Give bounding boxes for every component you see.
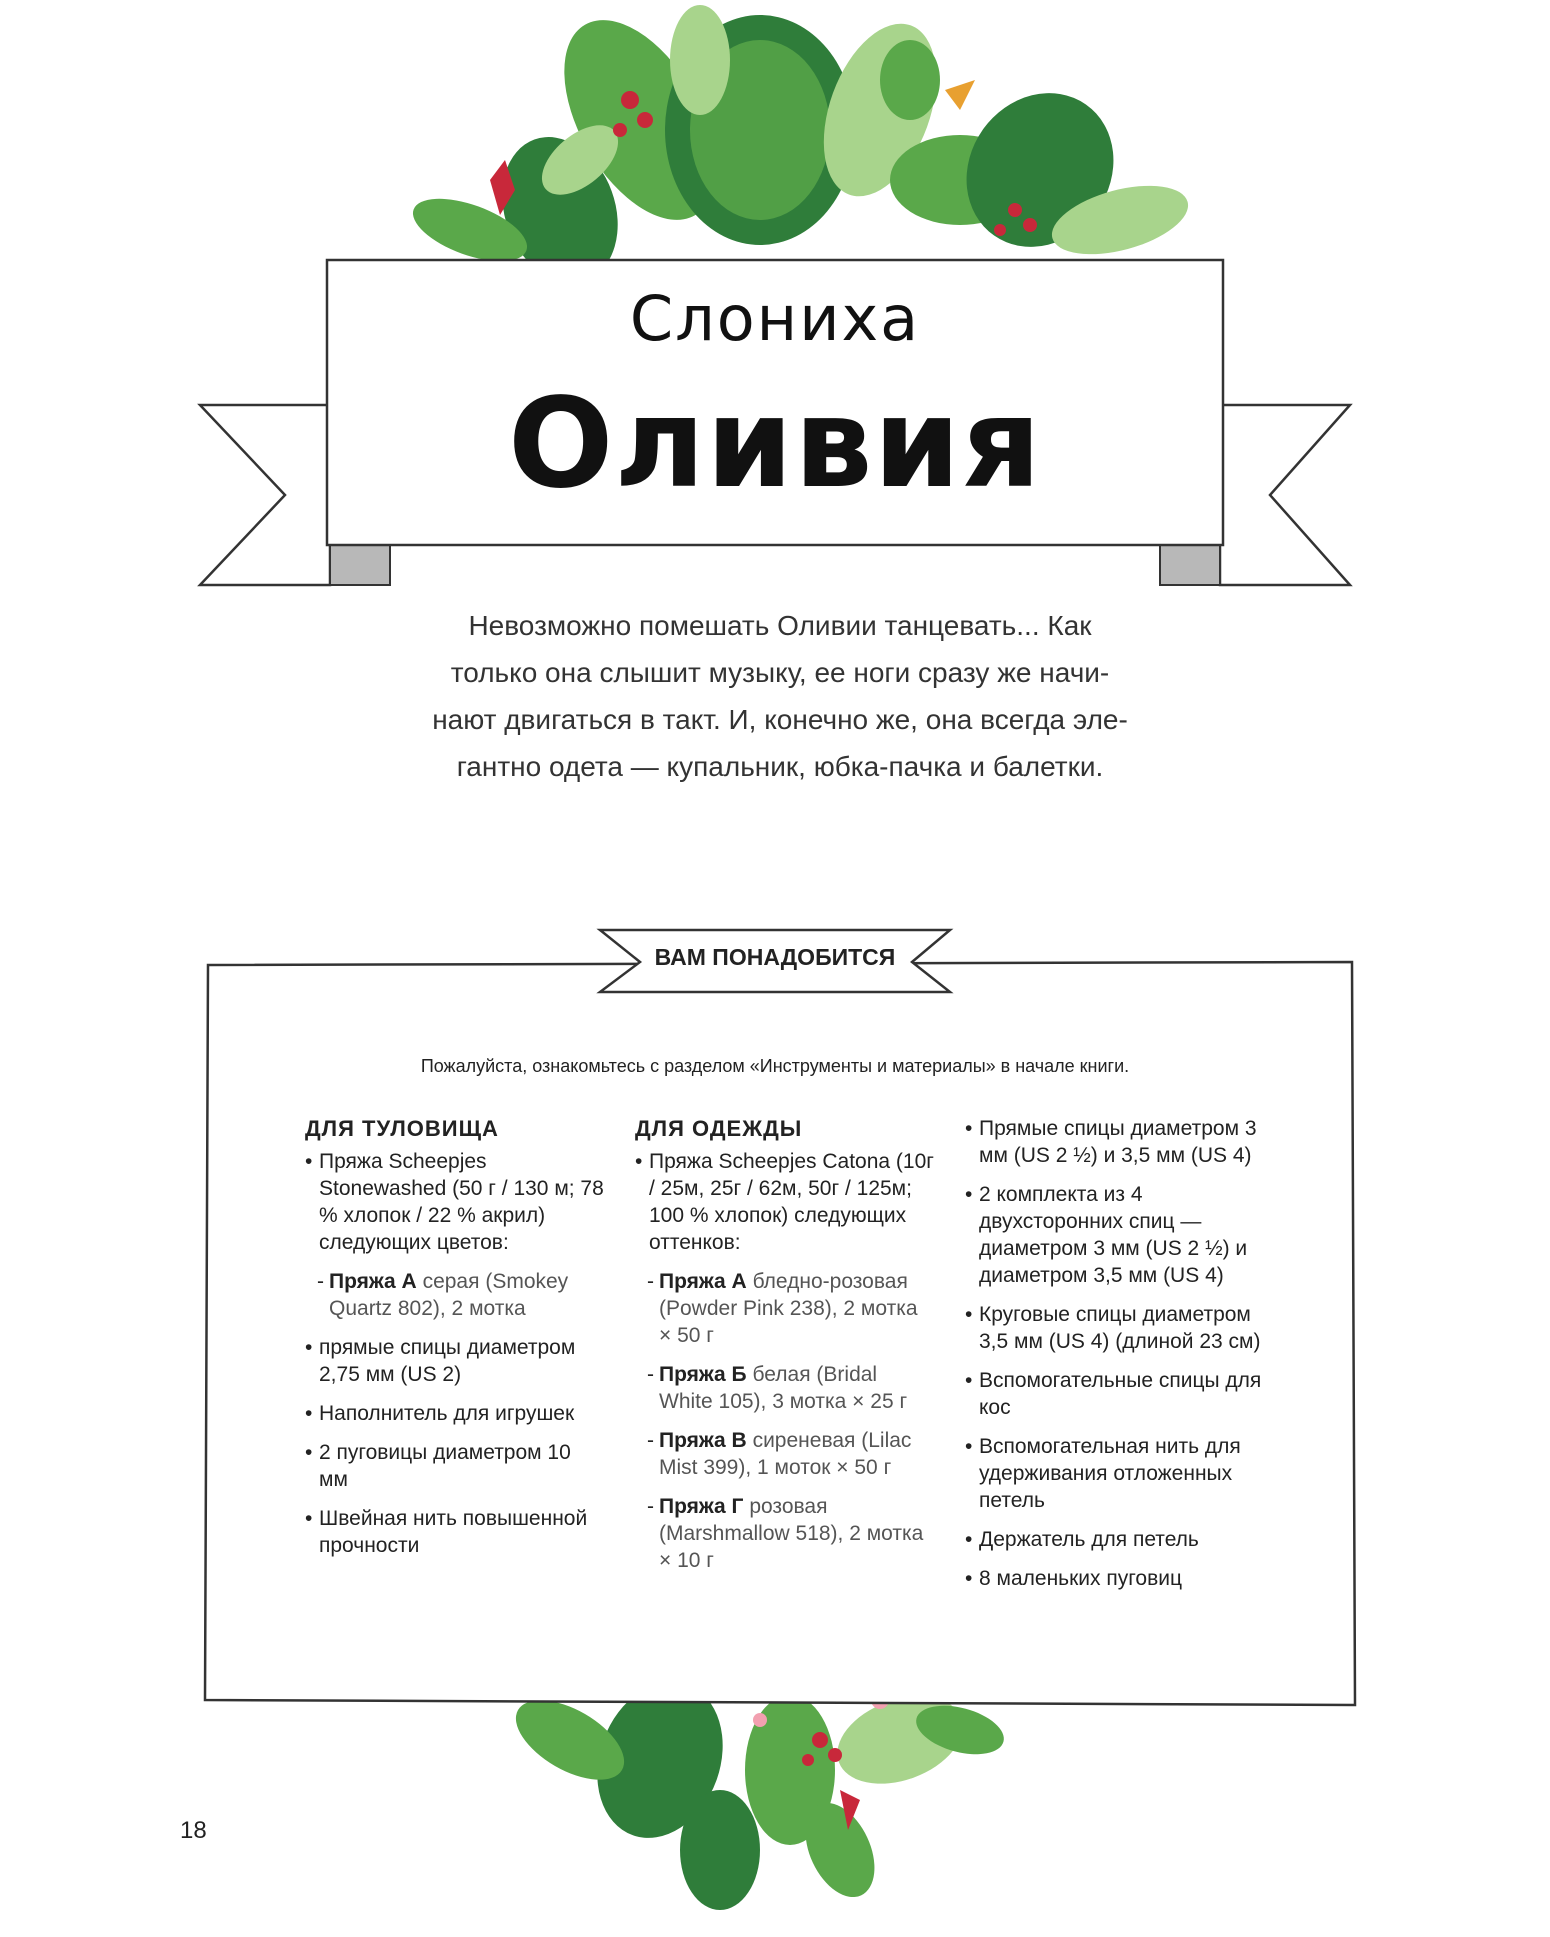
title-subtitle: Слониха <box>629 282 921 355</box>
list-item: • Наполнитель для игрушек <box>305 1400 605 1427</box>
yarn-b-item <box>635 1361 935 1415</box>
column-body <box>305 1115 605 1571</box>
list-item: • Пряжа Scheepjes Stonewashed (50 г / 130 м; 78 % хлопок / 22 % акрил) следующих цветов: <box>305 1148 605 1256</box>
list-item: • 2 пуговицы диаметром 10 мм <box>305 1439 605 1493</box>
list-item: • Вспомогательная нить для удерживания отложенных петель <box>965 1433 1275 1514</box>
intro-line: только она слышит музыку, ее ноги сразу же начи- <box>450 657 1110 688</box>
tools-list <box>965 1115 1275 1592</box>
list-item: • прямые спицы диаметром 2,75 мм (US 2) <box>305 1334 605 1388</box>
yarn-label: Пряжа А <box>659 1270 747 1293</box>
top-botanical-illustration <box>405 0 1195 299</box>
yarn-label: Пряжа Г <box>659 1495 744 1518</box>
clothes-list <box>635 1148 935 1574</box>
list-item: • Круговые спицы диаметром 3,5 мм (US 4) (длиной 23 см) <box>965 1301 1275 1355</box>
list-item: • Вспомогательные спицы для кос <box>965 1367 1275 1421</box>
yarn-label: Пряжа А <box>329 1270 417 1293</box>
clothes-heading: ДЛЯ ОДЕЖДЫ <box>635 1116 803 1141</box>
intro-line: гантно одета — купальник, юбка-пачка и балетки. <box>456 751 1104 782</box>
list-item: • 8 маленьких пуговиц <box>965 1565 1275 1592</box>
list-item: • Пряжа Scheepjes Catona (10г / 25м, 25г / 62м, 50г / 125м; 100 % хлопок) следующих оттенков: <box>635 1148 935 1256</box>
yarn-a-item <box>305 1268 605 1322</box>
intro-paragraph <box>420 602 1140 790</box>
body-heading: ДЛЯ ТУЛОВИЩА <box>305 1116 499 1141</box>
page-number: 18 <box>180 1817 207 1844</box>
intro-line: Невозможно помешать Оливии танцевать... Как <box>468 610 1092 641</box>
yarn-g-item <box>635 1493 935 1574</box>
yarn-label: Пряжа В <box>659 1429 747 1452</box>
yarn-a-item <box>635 1268 935 1349</box>
page-title: Оливия <box>507 372 1043 516</box>
yarn-desc: серая (Smokey Quartz 802), 2 мотка <box>329 1270 569 1320</box>
list-item: • Швейная нить повышенной прочности <box>305 1505 605 1559</box>
materials-note: Пожалуйста, ознакомьтесь с разделом «Инструменты и материалы» в начале книги. <box>420 1056 1130 1076</box>
yarn-v-item <box>635 1427 935 1481</box>
column-tools <box>965 1115 1275 1604</box>
column-clothes <box>635 1115 935 1586</box>
yarn-desc: сиреневая (Lilac Mist 399), 1 моток × 50 г <box>659 1429 912 1479</box>
body-list <box>305 1148 605 1559</box>
list-item: • Держатель для петель <box>965 1526 1275 1553</box>
yarn-desc: белая (Bridal White 105), 3 мотка × 25 г <box>659 1363 908 1413</box>
yarn-label: Пряжа Б <box>659 1363 747 1386</box>
list-item: • 2 комплекта из 4 двухсторонних спиц — диаметром 3 мм (US 2 ½) и диаметром 3,5 мм (US 4) <box>965 1181 1275 1289</box>
materials-heading: ВАМ ПОНАДОБИТСЯ <box>654 944 896 970</box>
yarn-desc: розовая (Marshmallow 518), 2 мотка × 10 г <box>659 1495 924 1572</box>
intro-line: нают двигаться в такт. И, конечно же, она всегда эле- <box>432 704 1128 735</box>
list-item: • Прямые спицы диаметром 3 мм (US 2 ½) и 3,5 мм (US 4) <box>965 1115 1275 1169</box>
yarn-desc: бледно-розовая (Powder Pink 238), 2 мотка × 50 г <box>659 1270 918 1347</box>
